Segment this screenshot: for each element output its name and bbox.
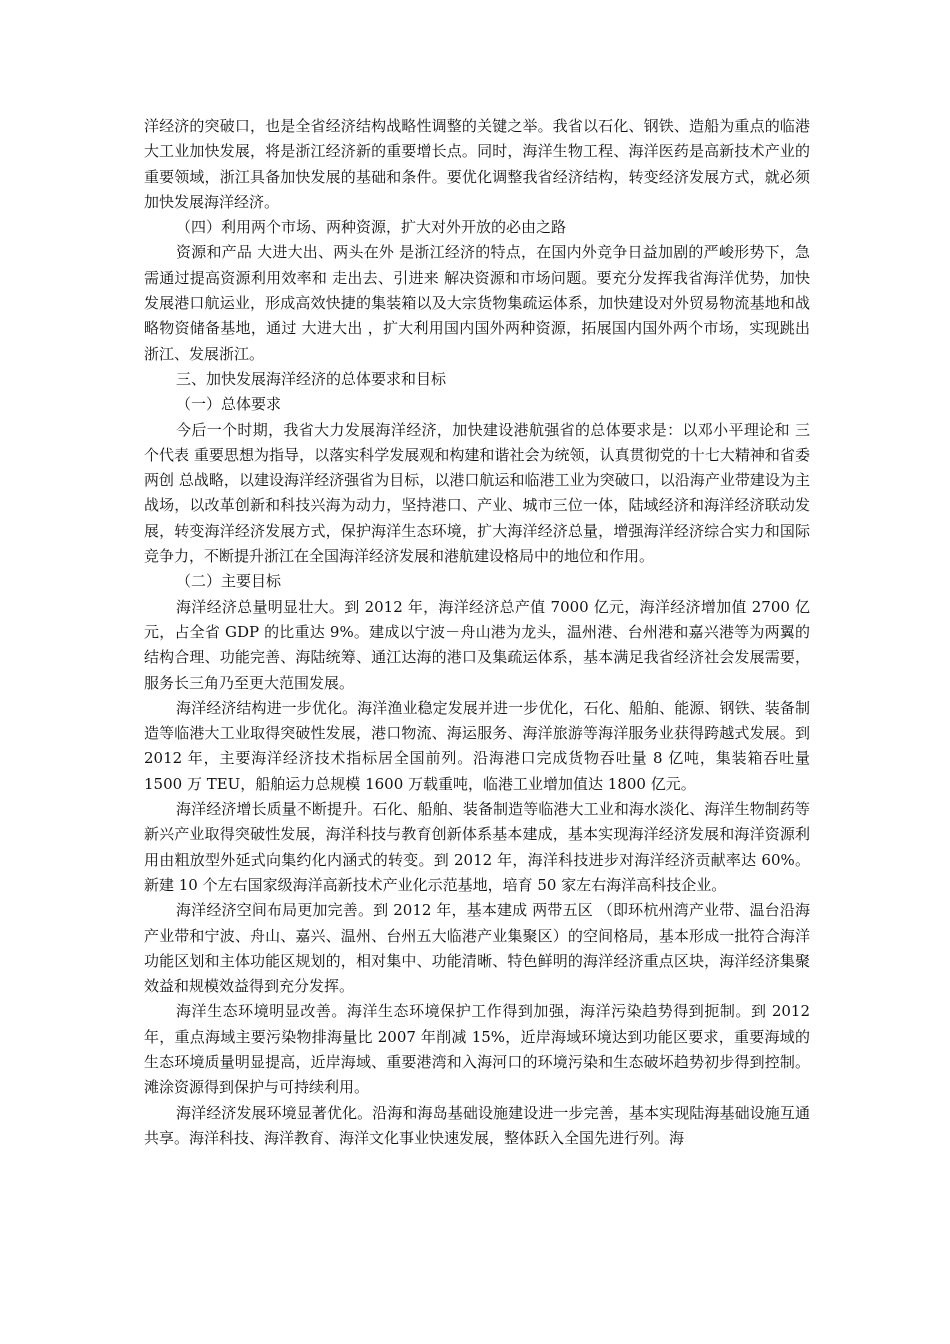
heading-main-targets: （二）主要目标 bbox=[176, 572, 282, 591]
paragraph-target-quality: 海洋经济增长质量不断提升。石化、船舶、装备制造等临港大工业和海水淡化、海洋生物制药等新兴产业取得突破性发展，海洋科技与教育创新体系基本建成，基本实现海洋经济发展和海洋资源利用由粗放型外延式向集约化内涵式的转变。到 2012 年，海洋科技进步对海洋经济贡献率达 60%。新建 10 个左右国家级海洋高新技术产业化示范基地，培育 50 家左右海洋高科技企业。 bbox=[144, 800, 810, 894]
paragraph-target-structure: 海洋经济结构进一步优化。海洋渔业稳定发展并进一步优化，石化、船舶、能源、钢铁、装备制造等临港大工业取得突破性发展，港口物流、海运服务、海洋旅游等海洋服务业获得跨越式发展。到 2012 年，主要海洋经济技术指标居全国前列。沿海港口完成货物吞吐量 8 亿吨，集装箱吞吐量 1500 万 TEU，船舶运力总规模 1600 万载重吨，临港工业增加值达 1800 亿元。 bbox=[144, 698, 810, 793]
document-page bbox=[144, 114, 810, 1151]
paragraph-target-scale: 海洋经济总量明显壮大。到 2012 年，海洋经济总产值 7000 亿元，海洋经济增加值 2700 亿元，占全省 GDP 的比重达 9%。建成以宁波－舟山港为龙头，温州港、台州港和嘉兴港等为两翼的结构合理、功能完善、海陆统筹、通江达海的港口及集疏运体系，基本满足我省经济社会发展需要，服务长三角乃至更大范围发展。 bbox=[144, 597, 810, 692]
heading-chapter-3: 三、加快发展海洋经济的总体要求和目标 bbox=[176, 369, 447, 388]
heading-section-4: （四）利用两个市场、两种资源，扩大对外开放的必由之路 bbox=[176, 218, 567, 237]
paragraph-target-environment: 海洋经济发展环境显著优化。沿海和海岛基础设施建设进一步完善，基本实现陆海基础设施互通共享。海洋科技、海洋教育、海洋文化事业快速发展，整体跃入全国先进行列。海 bbox=[144, 1103, 810, 1147]
paragraph-continuation: 洋经济的突破口，也是全省经济结构战略性调整的关键之举。我省以石化、钢铁、造船为重点的临港大工业加快发展，将是浙江经济新的重要增长点。同时，海洋生物工程、海洋医药是高新技术产业的重要领域，浙江具备加快发展的基础和条件。要优化调整我省经济结构，转变经济发展方式，就必须加快发展海洋经济。 bbox=[144, 117, 810, 211]
paragraph-target-layout: 海洋经济空间布局更加完善。到 2012 年，基本建成 两带五区 （即环杭州湾产业带、温台沿海产业带和宁波、舟山、嘉兴、温州、台州五大临港产业集聚区）的空间格局，基本形成一批符合海洋功能区划和主体功能区规划的，相对集中、功能清晰、特色鲜明的海洋经济重点区块，海洋经济集聚效益和规模效益得到充分发挥。 bbox=[144, 901, 810, 996]
paragraph-target-ecology: 海洋生态环境明显改善。海洋生态环境保护工作得到加强，海洋污染趋势得到扼制。到 2012 年，重点海域主要污染物排海量比 2007 年削减 15%，近岸海域环境达到功能区要求，重要海域的生态环境质量明显提高，近岸海域、重要港湾和入海河口的环境污染和生态破坏趋势初步得到控制。滩涂资源得到保护与可持续利用。 bbox=[144, 1002, 810, 1097]
paragraph-resources: 资源和产品 大进大出、两头在外 是浙江经济的特点，在国内外竞争日益加剧的严峻形势下，急需通过提高资源利用效率和 走出去、引进来 解决资源和市场问题。要充分发挥我省海洋优势，加快发展港口航运业，形成高效快捷的集装箱以及大宗货物集疏运体系，加快建设对外贸易物流基地和战略物资储备基地，通过 大进大出 ，扩大利用国内国外两种资源，拓展国内国外两个市场，实现跳出浙江、发展浙江。 bbox=[144, 243, 810, 363]
paragraph-overall-requirements: 今后一个时期，我省大力发展海洋经济，加快建设港航强省的总体要求是：以邓小平理论和 三个代表 重要思想为指导，以落实科学发展观和构建和谐社会为统领，认真贯彻党的十七大精神和省委 两创 总战略，以建设海洋经济强省为目标，以港口航运和临港工业为突破口，以沿海产业带建设为主战场，以改革创新和科技兴海为动力，坚持港口、产业、城市三位一体，陆域经济和海洋经济联动发展，转变海洋经济发展方式，保护海洋生态环境，扩大海洋经济总量，增强海洋经济综合实力和国际竞争力，不断提升浙江在全国海洋经济发展和港航建设格局中的地位和作用。 bbox=[144, 420, 810, 566]
heading-overall-requirements: （一）总体要求 bbox=[176, 395, 282, 414]
